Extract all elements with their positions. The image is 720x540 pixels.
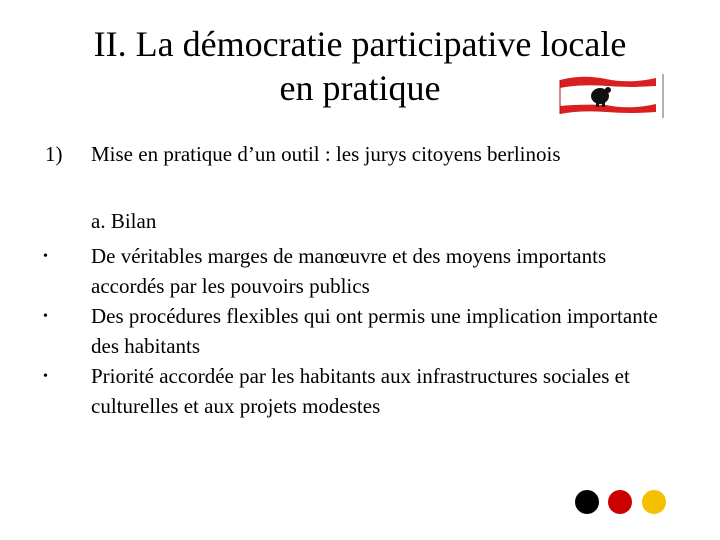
bullet-list — [40, 241, 660, 421]
subheading: a. Bilan — [91, 209, 157, 233]
berlin-flag-icon — [556, 72, 666, 120]
red-dot — [608, 490, 632, 514]
bullet-item — [40, 361, 660, 421]
bullet-item — [40, 301, 660, 361]
black-dot — [575, 490, 599, 514]
bullet-dot: • — [43, 309, 48, 324]
bullet-text: De véritables marges de manœuvre et des moyens importants accordés par les pouvoirs publics — [91, 244, 607, 298]
color-dots — [575, 490, 675, 518]
yellow-dot — [642, 490, 666, 514]
bullet-dot: • — [43, 249, 48, 264]
item-text: Mise en pratique d’un outil : les jurys citoyens berlinois — [91, 142, 561, 166]
bullet-text: Des procédures flexibles qui ont permis une implication importante des habitants — [91, 304, 658, 358]
bullet-text: Priorité accordée par les habitants aux infrastructures sociales et culturelles et aux projets modestes — [91, 364, 630, 418]
bullet-dot: • — [43, 369, 48, 384]
bullet-item — [40, 241, 660, 301]
title-line-2: en pratique — [279, 68, 441, 108]
item-number: 1) — [45, 142, 63, 166]
title-line-1: II. La démocratie participative locale — [93, 24, 627, 64]
